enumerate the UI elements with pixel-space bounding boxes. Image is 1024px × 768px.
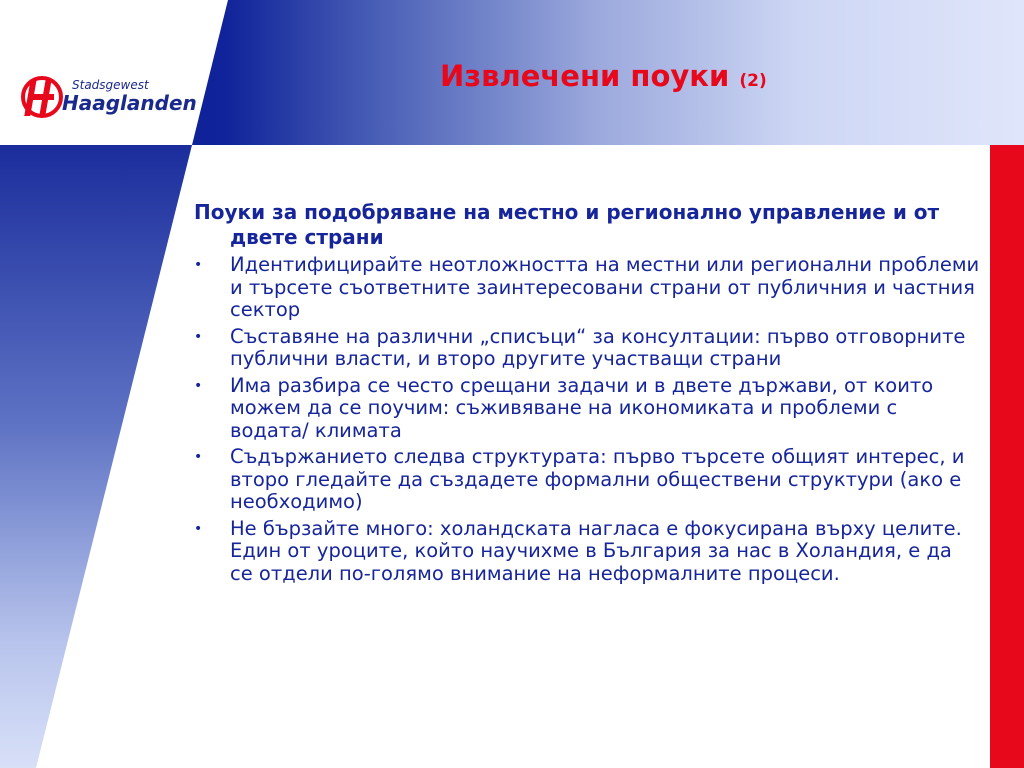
bullet-icon: •: [194, 328, 203, 345]
bullet-text: Не бързайте много: холандската нагласа е фокусирана върху целите. Един от уроците, който научихме в България за нас в Холандия, е да се отдели по-голямо внимание на неформалните процеси.: [230, 516, 962, 585]
bullet-text: Идентифицирайте неотложността на местни или регионални проблеми и търсете съответните заинтересовани страни от публичния и частния сектор: [230, 253, 980, 321]
bullet-list: [194, 254, 980, 585]
title-number: (2): [739, 71, 767, 91]
bullet-item: [194, 446, 980, 514]
page-title: [440, 56, 880, 101]
title-text: Извлечени поуки: [440, 59, 730, 93]
bullet-text: Съдържанието следва структурата: първо търсете общият интерес, и второ гледайте да създадете формални обществени структури (ако е необходимо): [230, 445, 965, 513]
bullet-text: Съставяне на различни „списъци“ за консултации: първо отговорните публични власти, и второ другите участващи страни: [230, 324, 966, 370]
content-heading: Поуки за подобряване на местно и регионално управление и от двете страни: [194, 200, 940, 249]
bullet-icon: •: [194, 377, 203, 394]
bullet-item: [194, 375, 980, 443]
bullet-item: [194, 518, 980, 586]
bullet-item: [194, 254, 980, 322]
logo-brand-text: Haaglanden: [62, 91, 197, 115]
bullet-text: Има разбира се често срещани задачи и в двете държави, от които можем да се поучим: съживяване на икономиката и проблеми с водата/ климата: [230, 373, 934, 442]
bullet-icon: •: [194, 520, 203, 537]
right-red-bar: [990, 145, 1024, 768]
bullet-item: [194, 326, 980, 371]
bullet-icon: •: [194, 449, 203, 465]
slide-content: [194, 200, 980, 589]
logo-small-text: Stadsgewest: [72, 78, 149, 92]
bullet-icon: •: [194, 257, 203, 273]
